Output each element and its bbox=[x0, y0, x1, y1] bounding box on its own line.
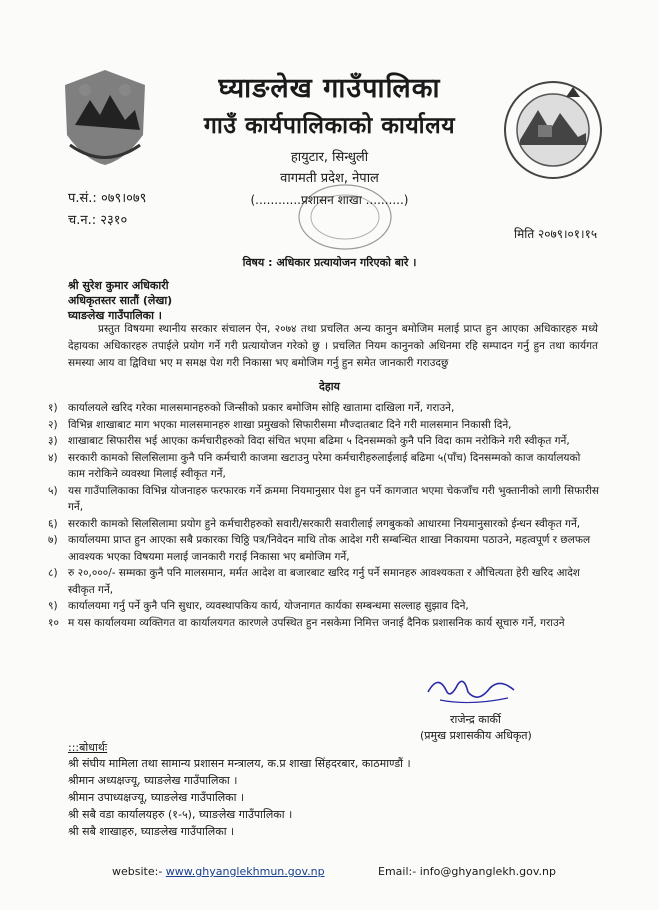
footer-website bbox=[112, 865, 325, 878]
address-line-1: हायुटार, सिन्धुली bbox=[290, 150, 369, 165]
list-item bbox=[48, 483, 600, 516]
email-link[interactable]: info@ghyanglekh.gov.np bbox=[419, 865, 556, 878]
item-number: ६) bbox=[48, 517, 58, 530]
item-number: ९) bbox=[48, 600, 58, 612]
cc-line: श्री सबै शाखाहरु, घ्याङलेख गाउँपालिका । bbox=[68, 825, 235, 838]
handwritten-signature-icon bbox=[420, 670, 520, 710]
item-number: ४) bbox=[48, 451, 58, 464]
item-text: कार्यालयले खरिद गरेका मालसमानहरुको जिन्सीको प्रकार बमोजिम सोहि खातामा दाखिला गर्ने, गराउने, bbox=[68, 402, 455, 414]
item-text: कार्यालयमा प्राप्त हुन आएका सबै प्रकारका चिठ्ठि पत्र/निवेदन माथि तोक आदेश गरी सम्बन्धित शाखा निकायमा पठाउने, महत्वपूर्ण र छलफल आवश्यक भएका विषयमा मलाई जानकारी गराई निकासा भए बमोजिम गर्ने, bbox=[68, 534, 591, 563]
item-number: ८) bbox=[48, 567, 58, 579]
cc-line: श्री संघीय मामिला तथा सामान्य प्रशासन मन्त्रालय, क.प्र शाखा सिंहदरबार, काठमाण्डौं । bbox=[68, 757, 411, 770]
cc-line: श्री सबै वडा कार्यालयहरु (१-५), घ्याङलेख गाउँपालिका । bbox=[68, 808, 293, 821]
list-item bbox=[48, 450, 600, 483]
item-text: शाखाबाट सिफारीस भई आएका कर्मचारीहरुको विदा संचित भएमा बढिमा ५ दिनसम्मको कुनै पनि विदा काम नरोकिने गरी स्वीकृत गर्ने, bbox=[68, 435, 570, 447]
item-number: १० bbox=[48, 616, 59, 629]
cc-line: श्रीमान अध्यक्षज्यू, घ्याङलेख गाउँपालिका । bbox=[68, 774, 238, 787]
list-heading: देहाय bbox=[319, 380, 340, 393]
footer-email bbox=[378, 865, 556, 878]
signatory-name: राजेन्द्र कार्की bbox=[450, 713, 501, 726]
item-number: ७) bbox=[48, 534, 58, 546]
list-item bbox=[48, 598, 600, 615]
item-number: ३) bbox=[48, 435, 58, 447]
item-text: कार्यालयमा गर्नु पर्ने कुनै पनि सुधार, व्यवस्थापकिय कार्य, योजनागत कार्यका सम्बन्धमा सल्लाह सुझाव दिने, bbox=[68, 600, 469, 612]
address-line-2: वागमती प्रदेश, नेपाल bbox=[280, 171, 379, 186]
list-item bbox=[48, 565, 600, 598]
list-item bbox=[48, 433, 600, 450]
recipient-designation: अधिकृतस्तर सातौं (लेखा) bbox=[68, 294, 173, 307]
item-text: सरकारी कामको सिलसिलामा प्रयोग हुने कर्मचारीहरुको सवारी/सरकारी सवारीलाई लगबुकको आधारमा नियमानुसारको ईन्धन स्वीकृत गर्ने, bbox=[68, 517, 581, 530]
item-number: २) bbox=[48, 418, 58, 431]
cc-heading: :::बोधार्थः bbox=[68, 741, 108, 754]
body-paragraph: प्रस्तुत विषयमा स्थानीय सरकार संचालन ऐन, २०७४ तथा प्रचलित अन्य कानुन बमोजिम मलाई प्राप्त हुन आएका अधिकारहरु मध्ये देहायका अधिकारहरु तपाईले प्रयोग गर्ने गरी प्रत्यायोजन गरेको छु । प्रचलित नियम कानुनको अधिनमा रहि सम्पादन गर्नु हुन तथा कार्यगत समस्या आय वा द्विविधा भए म समक्ष पेश गरी निकासा भए बमोजिम गर्नु हुन समेत जानकारी गराउदछु bbox=[68, 323, 598, 369]
signatory-title: (प्रमुख प्रशासकीय अधिकृत) bbox=[420, 729, 532, 742]
email-label: Email:- bbox=[378, 865, 417, 878]
dispatch-number: च.न.: २३१० bbox=[68, 213, 128, 228]
website-link[interactable]: www.ghyanglekhmun.gov.np bbox=[165, 865, 325, 878]
item-text: यस गाउँपालिकाका विभिन्न योजनाहरु फरफारक गर्ने क्रममा नियमानुसार पेश हुन पर्ने कागजात भएमा चेकजाँच गरी भुक्तानीको लागी सिफारीस गर्ने, bbox=[68, 484, 600, 513]
item-text: रु २०,०००/- सम्मका कुनै पनि मालसमान, मर्मत आदेश वा बजारबाट खरिद गर्नु पर्ने समानहरु आवश्यकता र औचित्यता हेरी खरिद आदेश स्वीकृत गर्ने, bbox=[68, 567, 580, 596]
list-item bbox=[48, 532, 600, 565]
subject-line: विषय : अधिकार प्रत्यायोजन गरिएको बारे । bbox=[242, 256, 417, 269]
branch-name: (............प्रशासन शाखा ..........) bbox=[250, 193, 409, 207]
cc-line: श्रीमान उपाध्यक्षज्यू, घ्याङलेख गाउँपालिका । bbox=[68, 791, 245, 804]
recipient-office: घ्याङलेख गाउँपालिका । bbox=[68, 309, 162, 322]
office-name: गाउँ कार्यपालिकाको कार्यालय bbox=[203, 113, 456, 139]
list-item bbox=[48, 615, 600, 632]
list-item bbox=[48, 400, 600, 417]
item-number: ५) bbox=[48, 484, 58, 497]
item-text: सरकारी कामको सिलसिलामा कुनै पनि कर्मचारी काजमा खटाउनु परेमा कर्मचारीहरुलाईलाई बढिमा ५(पाँच) दिनसम्मको काज कार्यालयको काम नरोकिने व्यवस्था मिलाई स्वीकृत गर्ने, bbox=[68, 451, 581, 480]
item-text: विभिन्न शाखाबाट माग भएका मालसमानहरु शाखा प्रमुखको सिफारीसमा मौज्दातबाट दिने गरी मालसमान निकासी दिने, bbox=[68, 418, 512, 431]
delegation-list bbox=[48, 400, 600, 631]
website-label: website:- bbox=[112, 865, 163, 878]
list-item bbox=[48, 516, 600, 533]
letter-date: मिति २०७९।०१।१५ bbox=[514, 227, 598, 241]
item-number: १) bbox=[48, 402, 58, 414]
organization-name: घ्याङलेख गाउँपालिका bbox=[218, 73, 441, 104]
recipient-name: श्री सुरेश कुमार अधिकारी bbox=[68, 279, 169, 292]
item-text: म यस कार्यालयमा व्यक्तिगत वा कार्यालयगत कारणले उपस्थित हुन नसकेमा निमित्त जनाई दैनिक प्रशासनिक कार्य सूचारु गर्ने, गराउने bbox=[68, 616, 565, 629]
letter-number: प.सं.: ०७९।०७९ bbox=[68, 191, 147, 206]
list-item bbox=[48, 417, 600, 434]
